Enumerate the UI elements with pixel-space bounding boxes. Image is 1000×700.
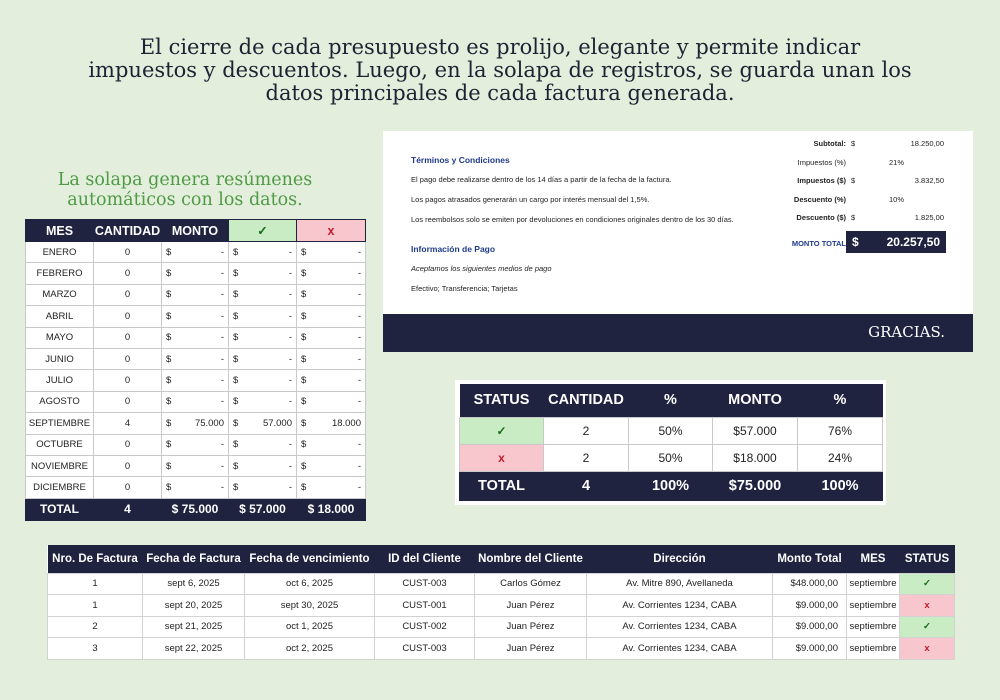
- amount-value: -: [220, 481, 224, 493]
- grand-total-value: 20.257,50: [886, 234, 940, 249]
- amount-value: -: [357, 289, 361, 301]
- column-header-monto: MONTO: [713, 384, 798, 417]
- client-name-cell: Juan Pérez: [475, 616, 587, 638]
- table-row: [48, 616, 955, 638]
- month-name: MARZO: [26, 284, 94, 305]
- month-monto: [162, 413, 229, 434]
- tax-percent-row: [783, 155, 948, 174]
- amount-value: -: [220, 396, 224, 408]
- amount-value: -: [357, 439, 361, 451]
- payment-methods: Efectivo; Transferencia; Tarjetas: [411, 284, 518, 293]
- amount-value: -: [357, 246, 361, 258]
- amount-value: $9.000,00: [795, 621, 838, 633]
- currency-symbol: $: [166, 460, 172, 472]
- thanks-text: GRACIAS.: [868, 323, 945, 341]
- discount-percent-row: [783, 192, 948, 211]
- currency-symbol: $: [851, 213, 856, 222]
- month-row: [26, 455, 366, 476]
- column-header-nombre-cliente: Nombre del Cliente: [475, 545, 587, 573]
- month-cantidad: 0: [94, 348, 162, 369]
- currency-symbol: $: [166, 481, 172, 493]
- month-monto: [162, 370, 229, 391]
- month-cantidad: 0: [94, 284, 162, 305]
- amount-value: -: [288, 332, 292, 344]
- tax-amount-value: 3.832,50: [914, 176, 944, 185]
- month-paid: [229, 455, 297, 476]
- month-unpaid: [297, 306, 366, 327]
- client-id-cell: CUST-003: [375, 638, 475, 660]
- column-header-nro: Nro. De Factura: [48, 545, 143, 573]
- check-icon: ✓: [460, 417, 544, 444]
- month-cantidad: 0: [94, 434, 162, 455]
- amount-value: -: [288, 268, 292, 280]
- month-paid: [229, 413, 297, 434]
- terms-line: El pago debe realizarse dentro de los 14 días a partir de la fecha de la factura.: [411, 175, 672, 184]
- column-header-monto-total: Monto Total: [773, 545, 847, 573]
- amount-value: -: [357, 332, 361, 344]
- total-monto: $ 75.000: [162, 498, 229, 520]
- currency-symbol: $: [852, 234, 859, 249]
- payment-intro: Aceptamos los siguientes medios de pago: [411, 264, 552, 273]
- subtotal-row: [783, 136, 948, 155]
- amount-value: -: [357, 310, 361, 322]
- month-paid: [229, 477, 297, 498]
- discount-amount-row: [783, 210, 948, 229]
- amount-value: -: [357, 268, 361, 280]
- month-monto: [162, 348, 229, 369]
- address-cell: Av. Corrientes 1234, CABA: [587, 595, 773, 617]
- percent-monto-cell: 76%: [798, 417, 883, 444]
- amount-value: -: [357, 396, 361, 408]
- month-cantidad: 4: [94, 413, 162, 434]
- caption-line: automáticos con los datos.: [67, 190, 303, 210]
- column-header-cantidad: CANTIDAD: [544, 384, 629, 417]
- month-paid: [229, 242, 297, 263]
- amount-value: $9.000,00: [795, 599, 838, 611]
- total-percent-monto: 100%: [798, 471, 883, 500]
- month-name: AGOSTO: [26, 391, 94, 412]
- invoice-summary: [783, 136, 948, 255]
- month-row: [26, 327, 366, 348]
- month-unpaid: [297, 348, 366, 369]
- month-cantidad: 0: [94, 242, 162, 263]
- column-header-unpaid-x-icon: x: [297, 220, 366, 242]
- total-amount-cell: [773, 573, 847, 595]
- column-header-status: STATUS: [460, 384, 544, 417]
- headline: [40, 36, 960, 105]
- monthly-summary-table: [25, 219, 366, 521]
- amount-value: -: [288, 353, 292, 365]
- month-unpaid: [297, 477, 366, 498]
- due-date-cell: oct 6, 2025: [245, 573, 375, 595]
- status-total-row: [460, 471, 883, 500]
- column-header-paid-check-icon: ✓: [229, 220, 297, 242]
- month-paid: [229, 327, 297, 348]
- amount-value: -: [288, 310, 292, 322]
- month-name: FEBRERO: [26, 263, 94, 284]
- month-paid: [229, 348, 297, 369]
- month-unpaid: [297, 370, 366, 391]
- table-row: [48, 573, 955, 595]
- month-name: JUNIO: [26, 348, 94, 369]
- currency-symbol: $: [301, 439, 307, 451]
- summary-caption: [40, 170, 330, 210]
- month-monto: [162, 306, 229, 327]
- month-unpaid: [297, 284, 366, 305]
- month-cantidad: 0: [94, 306, 162, 327]
- currency-symbol: $: [301, 246, 307, 258]
- total-paid: $ 57.000: [229, 498, 297, 520]
- client-name-cell: Carlos Gómez: [475, 573, 587, 595]
- amount-value: $48.000,00: [790, 578, 838, 590]
- status-row-unpaid: [460, 444, 883, 471]
- total-percent: 100%: [629, 471, 713, 500]
- column-header-fecha: Fecha de Factura: [143, 545, 245, 573]
- amount-value: -: [288, 289, 292, 301]
- terms-title: Términos y Condiciones: [411, 155, 510, 165]
- month-name: NOVIEMBRE: [26, 455, 94, 476]
- currency-symbol: $: [233, 481, 239, 493]
- terms-line: Los pagos atrasados generarán un cargo por interés mensual del 1,5%.: [411, 195, 650, 204]
- column-header-percent: %: [629, 384, 713, 417]
- terms-line: Los reembolsos solo se emiten por devoluciones en condiciones originales dentro de los 30 días.: [411, 215, 734, 224]
- month-row: [26, 391, 366, 412]
- month-unpaid: [297, 413, 366, 434]
- currency-symbol: $: [233, 310, 239, 322]
- amount-value: 75.000: [194, 417, 224, 429]
- month-row: [26, 477, 366, 498]
- month-unpaid: [297, 242, 366, 263]
- currency-symbol: $: [301, 289, 307, 301]
- grand-total-row: [783, 231, 948, 255]
- client-name-cell: Juan Pérez: [475, 595, 587, 617]
- invoice-number-cell: 1: [48, 595, 143, 617]
- currency-symbol: $: [233, 353, 239, 365]
- invoice-date-cell: sept 20, 2025: [143, 595, 245, 617]
- amount-value: -: [220, 353, 224, 365]
- amount-value: -: [288, 246, 292, 258]
- currency-symbol: $: [233, 332, 239, 344]
- amount-value: -: [220, 332, 224, 344]
- amount-value: -: [220, 460, 224, 472]
- payment-info-title: Información de Pago: [411, 244, 496, 254]
- month-cantidad: 0: [94, 327, 162, 348]
- month-paid: [229, 391, 297, 412]
- currency-symbol: $: [166, 332, 172, 344]
- x-icon: x: [900, 638, 955, 660]
- currency-symbol: $: [166, 289, 172, 301]
- month-row: [26, 413, 366, 434]
- currency-symbol: $: [233, 268, 239, 280]
- currency-symbol: $: [851, 176, 856, 185]
- grand-total-box: [846, 231, 946, 253]
- discount-amount-value: 1.825,00: [914, 213, 944, 222]
- currency-symbol: $: [233, 246, 239, 258]
- amount-value: -: [220, 268, 224, 280]
- tax-amount-row: [783, 173, 948, 192]
- month-cell: septiembre: [847, 573, 900, 595]
- invoice-notes: [411, 155, 791, 293]
- column-header-status: STATUS: [900, 545, 955, 573]
- amount-value: -: [220, 310, 224, 322]
- month-paid: [229, 263, 297, 284]
- currency-symbol: $: [166, 310, 172, 322]
- month-paid: [229, 306, 297, 327]
- currency-symbol: $: [301, 375, 307, 387]
- month-monto: [162, 263, 229, 284]
- x-icon: x: [900, 595, 955, 617]
- currency-symbol: $: [301, 417, 307, 429]
- caption-line: La solapa genera resúmenes: [57, 170, 313, 190]
- amount-value: -: [288, 375, 292, 387]
- column-header-mes: MES: [26, 220, 94, 242]
- currency-symbol: $: [166, 439, 172, 451]
- month-cell: septiembre: [847, 616, 900, 638]
- invoice-closing-preview: [383, 131, 973, 352]
- month-cantidad: 0: [94, 391, 162, 412]
- month-cantidad: 0: [94, 477, 162, 498]
- currency-symbol: $: [233, 396, 239, 408]
- amount-value: -: [220, 246, 224, 258]
- check-icon: ✓: [900, 573, 955, 595]
- invoice-date-cell: sept 21, 2025: [143, 616, 245, 638]
- address-cell: Av. Corrientes 1234, CABA: [587, 616, 773, 638]
- invoice-footer: [383, 314, 973, 352]
- cantidad-cell: 2: [544, 444, 629, 471]
- currency-symbol: $: [166, 246, 172, 258]
- month-monto: [162, 477, 229, 498]
- month-name: ENERO: [26, 242, 94, 263]
- month-name: SEPTIEMBRE: [26, 413, 94, 434]
- total-amount-cell: [773, 595, 847, 617]
- amount-value: $9.000,00: [795, 642, 838, 654]
- total-cantidad: 4: [94, 498, 162, 520]
- month-name: OCTUBRE: [26, 434, 94, 455]
- client-id-cell: CUST-002: [375, 616, 475, 638]
- discount-percent-value: 10%: [889, 194, 905, 204]
- month-monto: [162, 284, 229, 305]
- currency-symbol: $: [233, 289, 239, 301]
- month-name: JULIO: [26, 370, 94, 391]
- currency-symbol: $: [301, 481, 307, 493]
- tax-percent-label: Impuestos (%): [797, 157, 846, 167]
- amount-value: -: [220, 439, 224, 451]
- currency-symbol: $: [166, 417, 172, 429]
- total-amount-cell: [773, 638, 847, 660]
- month-monto: [162, 434, 229, 455]
- total-label: TOTAL: [26, 498, 94, 520]
- x-icon: x: [460, 444, 544, 471]
- month-row: [26, 306, 366, 327]
- month-row: [26, 284, 366, 305]
- total-label: TOTAL: [460, 471, 544, 500]
- due-date-cell: sept 30, 2025: [245, 595, 375, 617]
- month-cantidad: 0: [94, 370, 162, 391]
- amount-value: -: [288, 481, 292, 493]
- month-row: [26, 348, 366, 369]
- currency-symbol: $: [301, 353, 307, 365]
- month-row: [26, 370, 366, 391]
- currency-symbol: $: [301, 396, 307, 408]
- monto-cell: $18.000: [713, 444, 798, 471]
- amount-value: -: [220, 289, 224, 301]
- invoice-number-cell: 1: [48, 573, 143, 595]
- month-cantidad: 0: [94, 455, 162, 476]
- subtotal-value: 18.250,00: [910, 139, 944, 148]
- month-row: [26, 242, 366, 263]
- month-unpaid: [297, 434, 366, 455]
- column-header-percent-monto: %: [798, 384, 883, 417]
- amount-value: 18.000: [331, 417, 361, 429]
- percent-monto-cell: 24%: [798, 444, 883, 471]
- currency-symbol: $: [301, 310, 307, 322]
- currency-symbol: $: [301, 332, 307, 344]
- client-name-cell: Juan Pérez: [475, 638, 587, 660]
- cantidad-cell: 2: [544, 417, 629, 444]
- percent-cell: 50%: [629, 417, 713, 444]
- headline-line: impuestos y descuentos. Luego, en la solapa de registros, se guarda unan los: [88, 58, 912, 82]
- month-cell: septiembre: [847, 595, 900, 617]
- total-monto: $75.000: [713, 471, 798, 500]
- month-paid: [229, 434, 297, 455]
- currency-symbol: $: [233, 439, 239, 451]
- total-amount-cell: [773, 616, 847, 638]
- invoice-records-table: [47, 545, 955, 660]
- table-row: [48, 638, 955, 660]
- month-cell: septiembre: [847, 638, 900, 660]
- status-summary-table: [459, 384, 883, 501]
- headline-line: El cierre de cada presupuesto es prolijo, elegante y permite indicar: [139, 35, 861, 59]
- month-cantidad: 0: [94, 263, 162, 284]
- currency-symbol: $: [301, 460, 307, 472]
- monto-cell: $57.000: [713, 417, 798, 444]
- percent-cell: 50%: [629, 444, 713, 471]
- invoice-date-cell: sept 6, 2025: [143, 573, 245, 595]
- month-unpaid: [297, 455, 366, 476]
- amount-value: -: [288, 439, 292, 451]
- due-date-cell: oct 1, 2025: [245, 616, 375, 638]
- invoice-number-cell: 3: [48, 638, 143, 660]
- column-header-id-cliente: ID del Cliente: [375, 545, 475, 573]
- column-header-vencimiento: Fecha de vencimiento: [245, 545, 375, 573]
- address-cell: Av. Mitre 890, Avellaneda: [587, 573, 773, 595]
- check-icon: ✓: [900, 616, 955, 638]
- column-header-mes: MES: [847, 545, 900, 573]
- table-row: [48, 595, 955, 617]
- invoice-date-cell: sept 22, 2025: [143, 638, 245, 660]
- amount-value: 57.000: [262, 417, 292, 429]
- currency-symbol: $: [233, 460, 239, 472]
- total-unpaid: $ 18.000: [297, 498, 366, 520]
- month-monto: [162, 455, 229, 476]
- month-unpaid: [297, 327, 366, 348]
- month-unpaid: [297, 263, 366, 284]
- amount-value: -: [357, 481, 361, 493]
- address-cell: Av. Corrientes 1234, CABA: [587, 638, 773, 660]
- status-row-paid: [460, 417, 883, 444]
- amount-value: -: [357, 375, 361, 387]
- currency-symbol: $: [166, 353, 172, 365]
- amount-value: -: [357, 353, 361, 365]
- column-header-direccion: Dirección: [587, 545, 773, 573]
- month-monto: [162, 327, 229, 348]
- invoice-number-cell: 2: [48, 616, 143, 638]
- amount-value: -: [220, 375, 224, 387]
- month-name: MAYO: [26, 327, 94, 348]
- headline-line: datos principales de cada factura generada.: [265, 81, 735, 105]
- tax-amount-label: Impuestos ($): [797, 176, 846, 185]
- month-paid: [229, 284, 297, 305]
- tax-percent-value: 21%: [889, 157, 905, 167]
- amount-value: -: [357, 460, 361, 472]
- month-unpaid: [297, 391, 366, 412]
- amount-value: -: [288, 460, 292, 472]
- discount-percent-label: Descuento (%): [793, 194, 846, 204]
- month-row: [26, 263, 366, 284]
- client-id-cell: CUST-003: [375, 573, 475, 595]
- month-paid: [229, 370, 297, 391]
- status-summary-card: [455, 380, 886, 505]
- due-date-cell: oct 2, 2025: [245, 638, 375, 660]
- column-header-cantidad: CANTIDAD: [94, 220, 162, 242]
- month-name: DICIEMBRE: [26, 477, 94, 498]
- month-monto: [162, 242, 229, 263]
- currency-symbol: $: [166, 375, 172, 387]
- discount-amount-label: Descuento ($): [796, 213, 846, 222]
- currency-symbol: $: [166, 268, 172, 280]
- currency-symbol: $: [233, 417, 239, 429]
- month-row: [26, 434, 366, 455]
- month-monto: [162, 391, 229, 412]
- subtotal-label: Subtotal:: [813, 139, 846, 148]
- client-id-cell: CUST-001: [375, 595, 475, 617]
- total-cantidad: 4: [544, 471, 629, 500]
- currency-symbol: $: [851, 139, 856, 148]
- currency-symbol: $: [166, 396, 172, 408]
- column-header-monto: MONTO: [162, 220, 229, 242]
- currency-symbol: $: [233, 375, 239, 387]
- month-name: ABRIL: [26, 306, 94, 327]
- amount-value: -: [288, 396, 292, 408]
- currency-symbol: $: [301, 268, 307, 280]
- grand-total-label: MONTO TOTAL: [791, 238, 846, 248]
